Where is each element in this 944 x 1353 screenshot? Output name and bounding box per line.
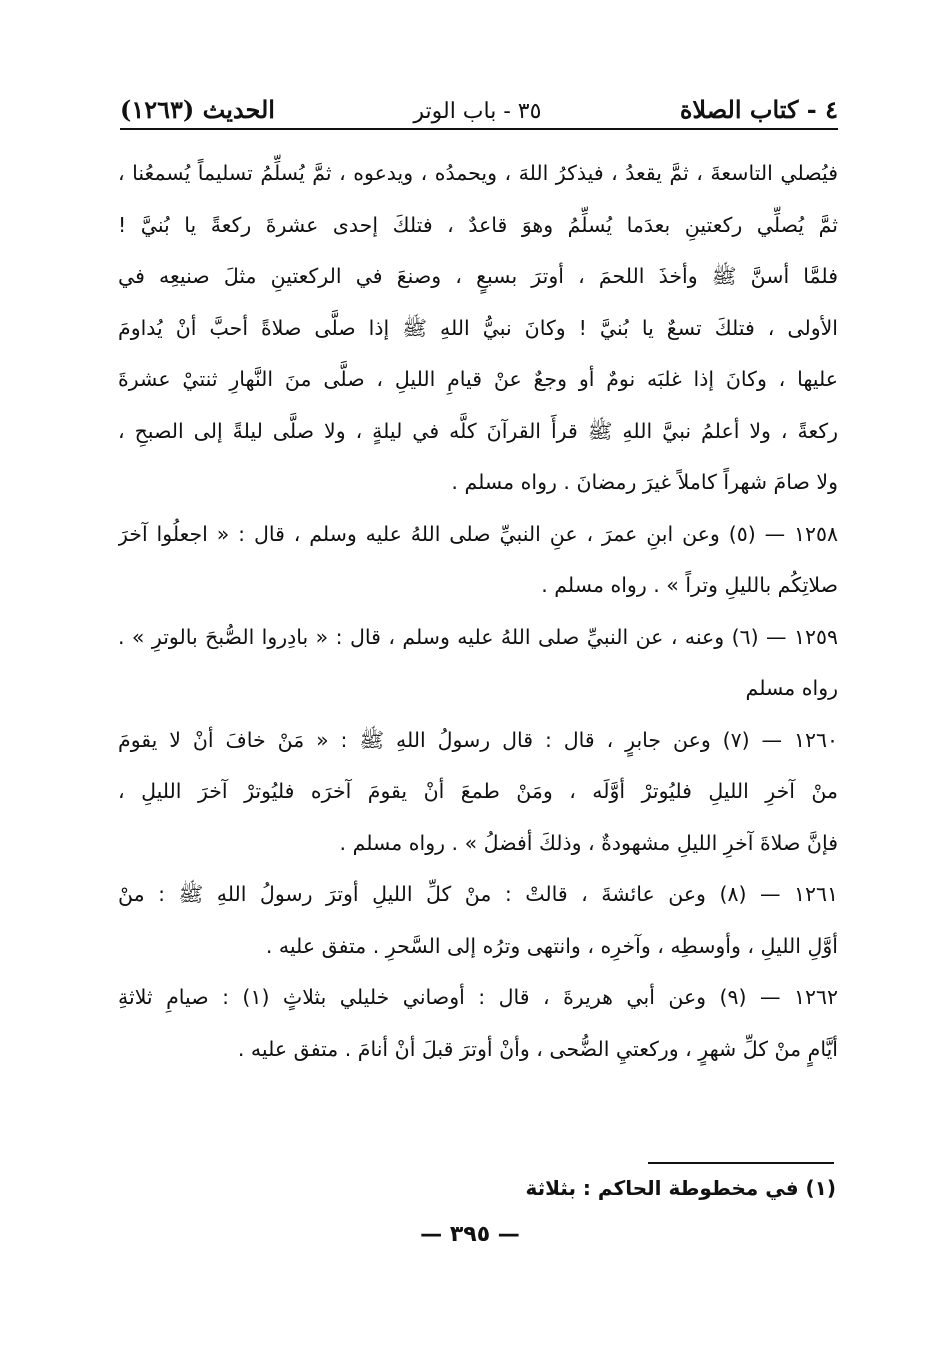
text-line: أيَّامٍ منْ كلِّ شهرٍ ، وركعتيِ الضُّحى ، وأنْ أوترَ قبلَ أنْ أنامَ . متفق عليه . [237,1036,838,1061]
hadith-1262-line: ١٢٦٢ — (٩) وعن أبي هريرةَ ، قال : أوصاني خليلي بثلاثٍ (١) : صيامِ ثلاثةِ [118,985,838,1009]
hadith-1261-line: ١٢٦١ — (٨) وعن عائشةَ ، قالتْ : منْ كلِّ الليلِ أوترَ رسولُ اللهِ ﷺ : منْ [118,882,838,906]
text-line: فيُصلي التاسعةَ ، ثمَّ يقعدُ ، فيذكرُ اللهَ ، ويحمدُه ، ويدعوه ، ثمَّ يُسلِّمُ تسليماً يُسمعُنا ، [118,161,838,185]
hadith-1258-line: ١٢٥٨ — (٥) وعن ابنِ عمرَ ، عنِ النبيِّ صلى اللهُ عليه وسلم ، قال : « اجعلُوا آخرَ [118,521,838,546]
page-number: — ٣٩٥ — [420,1222,520,1247]
body-text [118,148,838,1075]
text-line: رواه مسلم [745,676,838,700]
text-line: فلمَّا أسنَّ ﷺ وأخذَ اللحمَ ، أوترَ بسبعٍ ، وصنعَ في الركعتينِ مثلَ صنيعِه في [118,264,838,288]
text-line: ثمَّ يُصلِّي ركعتينِ بعدَما يُسلِّمُ وهوَ قاعدٌ ، فتلكَ إحدى عشرةَ ركعةً يا بُنيَّ ! [118,212,838,237]
header-hadith-number: الحديث (١٢٦٣) [120,95,275,124]
hadith-1259-line: ١٢٥٩ — (٦) وعنه ، عن النبيِّ صلى اللهُ عليه وسلم ، قال : « بادِروا الصُّبحَ بالوترِ » . [118,624,838,649]
text-line: صلاتِكُم بالليلِ وتراً » . رواه مسلم . [541,573,838,597]
text-line: ولا صامَ شهراً كاملاً غيرَ رمضانَ . رواه مسلم . [451,470,838,494]
footnote: (١) في مخطوطة الحاكم : بثلاثة [525,1176,836,1200]
running-header [120,78,838,124]
text-line: منْ آخرِ الليلِ فليُوترْ أوَّلَه ، ومَنْ طمعَ أنْ يقومَ آخرَه فليُوترْ آخرَ الليلِ ، [118,779,838,803]
hadith-1260-line: ١٢٦٠ — (٧) وعن جابرٍ ، قال : قال رسولُ اللهِ ﷺ : « مَنْ خافَ أنْ لا يقومَ [118,727,838,752]
header-divider [120,128,838,130]
text-line: عليها ، وكانَ إذا غلبَه نومٌ أو وجعٌ عنْ قيامِ الليلِ ، صلَّى منَ النَّهارِ ثنتيْ عشرةَ [118,367,838,391]
text-line: ركعةً ، ولا أعلمُ نبيَّ اللهِ ﷺ قرأَ القرآنَ كلَّه في ليلةٍ ، ولا صلَّى ليلةً إلى الصبحِ ، [118,418,838,443]
text-line: الأولى ، فتلكَ تسعٌ يا بُنيَّ ! وكانَ نبيُّ اللهِ ﷺ إذا صلَّى صلاةً أحبَّ أنْ يُداومَ [118,315,838,340]
header-book-title: ٤ - كتاب الصلاة [679,95,838,124]
text-line: فإنَّ صلاةَ آخرِ الليلِ مشهودةٌ ، وذلكَ أفضلُ » . رواه مسلم . [339,830,838,855]
footnote-divider [648,1162,834,1164]
text-line: أوَّلِ الليلِ ، وأوسطِه ، وآخرِه ، وانتهى وترُه إلى السَّحرِ . متفق عليه . [265,933,838,958]
header-chapter-title: ٣٥ - باب الوتر [413,99,542,124]
